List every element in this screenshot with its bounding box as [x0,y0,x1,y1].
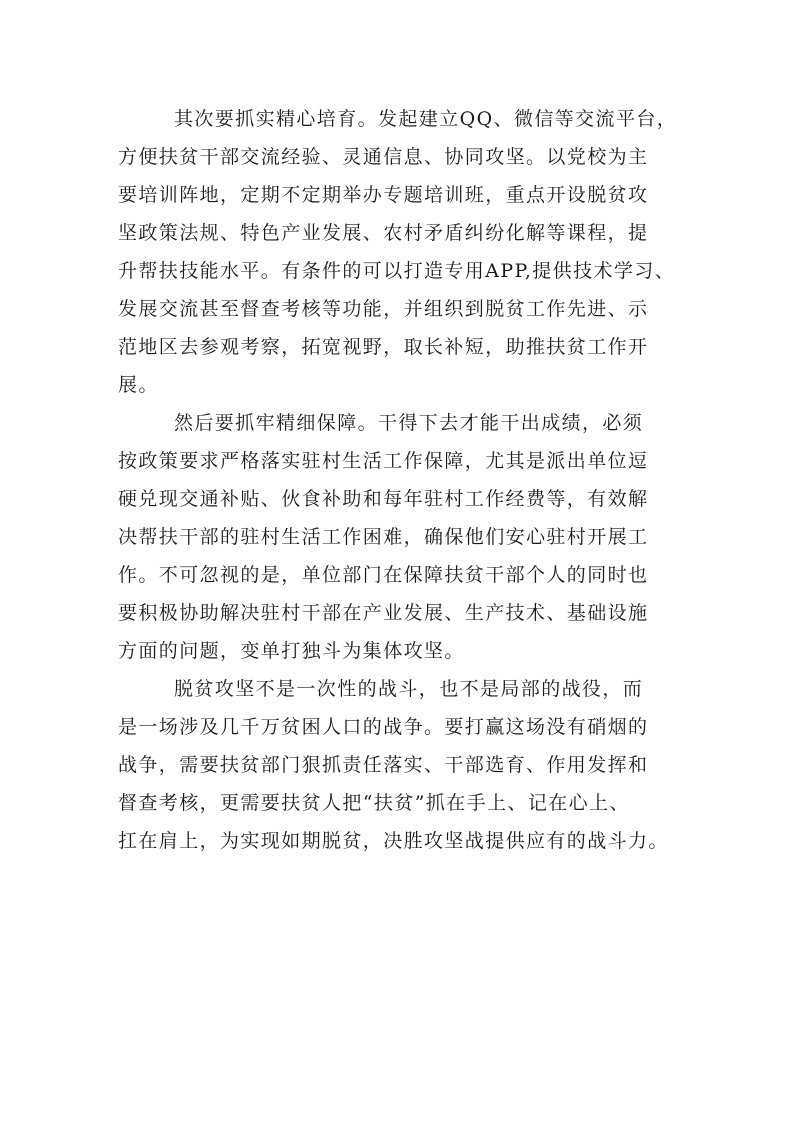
text-line: 然后要抓牢精细保障。干得下去才能干出成绩，必须 [174,412,644,434]
text-line: 脱贫攻坚不是一次性的战斗，也不是局部的战役，而 [174,678,644,700]
text-line: 方面的问题，变单打独斗为集体攻坚。 [118,640,465,662]
paragraph-support [118,404,698,670]
text-line: 要积极协助解决驻村干部在产业发展、生产技术、基础设施 [118,602,649,624]
document-body [118,100,698,860]
text-line: 发展交流甚至督查考核等功能，并组织到脱贫工作先进、示 [118,298,649,320]
text-line: 升帮扶技能水平。有条件的可以打造专用APP,提供技术学习、 [118,260,676,282]
text-line: 坚政策法规、特色产业发展、农村矛盾纠纷化解等课程，提 [118,222,649,244]
text-line: 战争，需要扶贫部门狠抓责任落实、干部选育、作用发挥和 [118,754,649,776]
text-line: 决帮扶干部的驻村生活工作困难，确保他们安心驻村开展工 [118,526,649,548]
text-line: 范地区去参观考察，拓宽视野，取长补短，助推扶贫工作开 [118,336,649,358]
text-line: 是一场涉及几千万贫困人口的战争。要打赢这场没有硝烟的 [118,716,649,738]
paragraph-conclusion [118,670,698,860]
text-line: 硬兑现交通补贴、伙食补助和每年驻村工作经费等，有效解 [118,488,649,510]
text-line: 方便扶贫干部交流经验、灵通信息、协同攻坚。以党校为主 [118,146,649,168]
text-line: 督查考核，更需要扶贫人把“扶贫”抓在手上、记在心上、 [118,792,630,814]
text-line: 扛在肩上，为实现如期脱贫，决胜攻坚战提供应有的战斗力。 [118,830,669,852]
text-line: 按政策要求严格落实驻村生活工作保障，尤其是派出单位逗 [118,450,649,472]
paragraph-training [118,100,698,404]
text-line: 要培训阵地，定期不定期举办专题培训班，重点开设脱贫攻 [118,184,649,206]
text-line: 作。不可忽视的是，单位部门在保障扶贫干部个人的同时也 [118,564,649,586]
text-line: 其次要抓实精心培育。发起建立QQ、微信等交流平台， [174,108,678,130]
text-line: 展。 [118,374,159,396]
